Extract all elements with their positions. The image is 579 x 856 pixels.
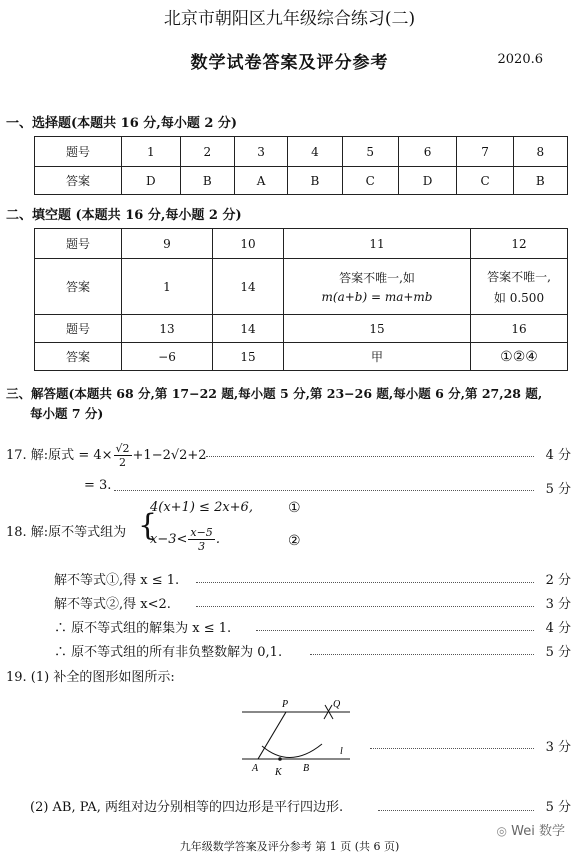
answer-line: 答案不唯一, [487, 269, 551, 284]
q17-frac-num: √2 [115, 442, 130, 455]
label-l: l [340, 746, 343, 757]
answer-cell: A [234, 167, 287, 195]
section-1-title: 一、选择题(本题共 16 分,每小题 2 分) [6, 116, 238, 131]
arc-ak [262, 744, 322, 758]
answer-cell: C [342, 167, 398, 195]
brace-icon: { [138, 508, 158, 543]
answer-cell: B [288, 167, 342, 195]
answer-cell: −6 [122, 343, 213, 371]
row-label: 答案 [35, 343, 122, 371]
score-label: 5 分 [545, 800, 571, 815]
score-label: 2 分 [545, 573, 571, 588]
answer-cell: D [122, 167, 181, 195]
table-row [35, 259, 568, 315]
answer-cell: B [513, 167, 567, 195]
section-2-title: 二、填空题 (本题共 16 分,每小题 2 分) [6, 208, 242, 223]
question-number: 4 [288, 137, 342, 167]
table-row [35, 229, 568, 259]
q18-mark-1: ① [288, 500, 301, 516]
q18-ineq2-left: x−3< [150, 532, 188, 547]
dotted-leader [310, 654, 534, 655]
answer-cell: 1 [122, 259, 213, 315]
q18-step: ∴ 原不等式组的解集为 x ≤ 1. [54, 621, 232, 636]
answer-cell: 15 [213, 343, 284, 371]
fill-answer-table [34, 228, 568, 371]
score-label: 4 分 [545, 621, 571, 636]
row-label: 答案 [35, 259, 122, 315]
point-k [278, 757, 282, 761]
q18-step: 解不等式①,得 x ≤ 1. [54, 573, 180, 588]
q19-part-1: 19. (1) 补全的图形如图所示: [6, 670, 175, 685]
table-row [35, 343, 568, 371]
answer-cell: 14 [213, 259, 284, 315]
q18-prefix: 18. 解:原不等式组为 [6, 525, 127, 540]
section-3-title-cont: 每小题 7 分) [30, 406, 104, 421]
answer-cell: B [180, 167, 234, 195]
table-row [35, 167, 568, 195]
row-label: 答案 [35, 167, 122, 195]
dotted-leader [378, 810, 534, 811]
section-3-title: 三、解答题(本题共 68 分,第 17−22 题,每小题 5 分,第 23−26 题,每小题 6 分,第 27,28 题, [6, 386, 543, 401]
choice-answer-table [34, 136, 568, 195]
q18-frac-den: 3 [198, 540, 206, 553]
q17-prefix: 17. 解:原式 = 4× [6, 448, 113, 463]
watermark-text: Wei 数学 [511, 824, 565, 839]
answer-formula: m(a+b) = ma+mb [321, 290, 433, 304]
question-number: 16 [471, 315, 568, 343]
q17-fraction [114, 442, 132, 469]
q18-mark-2: ② [288, 533, 301, 549]
question-number: 15 [284, 315, 471, 343]
q17-line-1 [6, 442, 207, 469]
table-row [35, 315, 568, 343]
dotted-leader [206, 456, 534, 457]
q17-line-2: = 3. [84, 478, 112, 493]
table-row [35, 137, 568, 167]
q17-suffix: +1−2√2+2 [132, 448, 207, 463]
q18-fraction [188, 526, 214, 553]
q18-step: ∴ 原不等式组的所有非负整数解为 0,1. [54, 645, 283, 660]
wechat-icon: ◎ [496, 824, 508, 838]
answer-cell [471, 259, 568, 315]
answer-cell: 甲 [284, 343, 471, 371]
watermark [497, 820, 565, 839]
dotted-leader [370, 748, 534, 749]
score-label: 3 分 [545, 740, 571, 755]
q18-frac-num: x−5 [190, 526, 213, 539]
label-a: A [252, 763, 259, 774]
question-number: 14 [213, 315, 284, 343]
q18-ineq2-end: . [215, 532, 220, 547]
score-label: 5 分 [545, 645, 571, 660]
page-footer: 九年级数学答案及评分参考 第 1 页 (共 6 页) [179, 840, 400, 853]
label-q: Q [333, 699, 341, 710]
dotted-leader [196, 582, 534, 583]
q18-step: 解不等式②,得 x<2. [54, 597, 171, 612]
answer-line: 答案不唯一,如 [339, 271, 415, 285]
score-label: 3 分 [545, 597, 571, 612]
answer-cell: C [457, 167, 513, 195]
question-number: 5 [342, 137, 398, 167]
label-p: P [282, 699, 289, 710]
construction-figure [230, 692, 360, 782]
question-number: 13 [122, 315, 213, 343]
dotted-leader [196, 606, 534, 607]
q17-frac-den: 2 [119, 456, 127, 469]
row-label: 题号 [35, 229, 122, 259]
dotted-leader [256, 630, 534, 631]
answer-value: 如 0.500 [493, 290, 545, 305]
school-title: 北京市朝阳区九年级综合练习(二) [163, 9, 416, 29]
dotted-leader [114, 490, 534, 491]
question-number: 8 [513, 137, 567, 167]
document-date: 2020.6 [497, 52, 543, 67]
question-number: 1 [122, 137, 181, 167]
answer-cell: D [398, 167, 457, 195]
answer-cell: ①②④ [471, 343, 568, 371]
q18-inequality-1: 4(x+1) ≤ 2x+6, [150, 500, 253, 515]
question-number: 11 [284, 229, 471, 259]
score-label: 4 分 [545, 448, 571, 463]
row-label: 题号 [35, 315, 122, 343]
question-number: 10 [213, 229, 284, 259]
label-k: K [275, 767, 282, 778]
label-b: B [303, 763, 310, 774]
question-number: 6 [398, 137, 457, 167]
question-number: 12 [471, 229, 568, 259]
document-title: 数学试卷答案及评分参考 [190, 53, 389, 73]
question-number: 9 [122, 229, 213, 259]
row-label: 题号 [35, 137, 122, 167]
answer-cell [284, 259, 471, 315]
question-number: 3 [234, 137, 287, 167]
segment-pa [258, 712, 286, 759]
score-label: 5 分 [545, 482, 571, 497]
question-number: 2 [180, 137, 234, 167]
question-number: 7 [457, 137, 513, 167]
q19-part-2: (2) AB, PA, 两组对边分别相等的四边形是平行四边形. [30, 800, 344, 815]
q18-inequality-2 [150, 526, 220, 553]
